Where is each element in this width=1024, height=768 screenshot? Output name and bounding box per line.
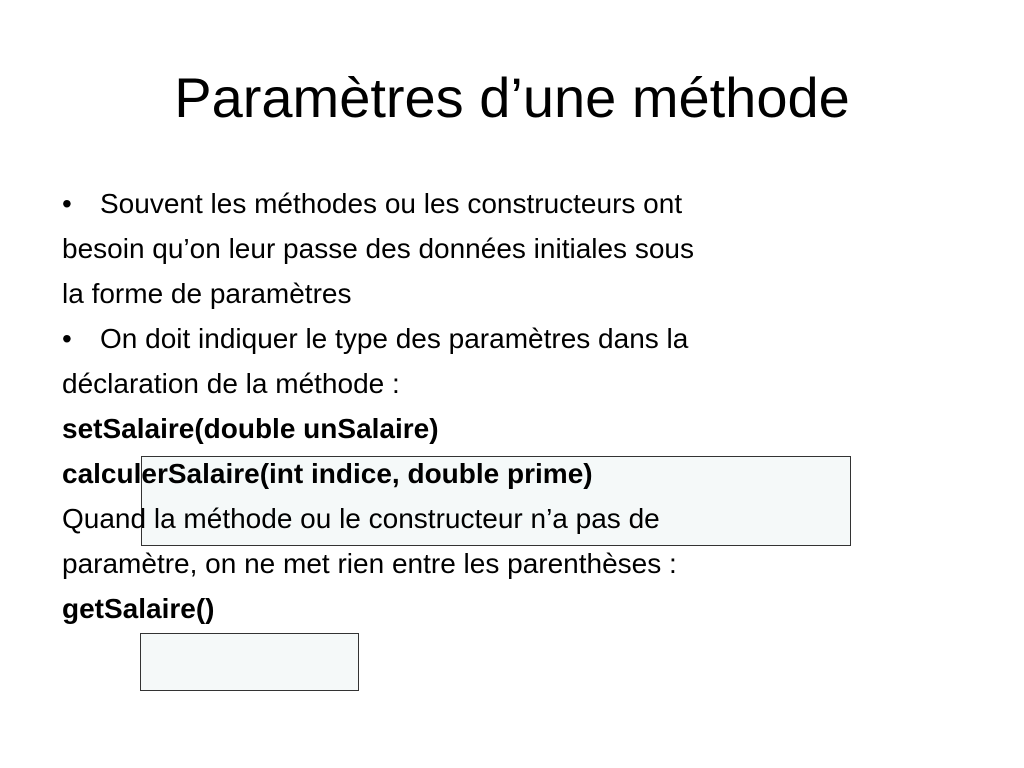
line-text: paramètre, on ne met rien entre les parenthèses : — [62, 548, 677, 579]
code-line — [62, 451, 962, 496]
code-line — [62, 586, 962, 631]
code-text: calculerSalaire(int indice, double prime) — [62, 458, 593, 489]
line-text: déclaration de la méthode : — [62, 368, 400, 399]
slide-title: Paramètres d’une méthode — [174, 66, 850, 129]
body-line — [62, 271, 962, 316]
line-text: Quand la méthode ou le constructeur n’a pas de — [62, 503, 660, 534]
code-text: getSalaire() — [62, 593, 215, 624]
bullet-line — [62, 316, 962, 361]
code-line — [62, 406, 962, 451]
line-text: Souvent les méthodes ou les constructeurs ont — [100, 188, 683, 219]
bullet-icon: • — [62, 323, 72, 354]
body-line — [62, 361, 962, 406]
bullet-line — [62, 181, 962, 226]
code-text: setSalaire(double unSalaire) — [62, 413, 439, 444]
line-text: la forme de paramètres — [62, 278, 352, 309]
line-text: besoin qu’on leur passe des données initiales sous — [62, 233, 694, 264]
body-line — [62, 541, 962, 586]
bullet-icon: • — [62, 188, 72, 219]
line-text: On doit indiquer le type des paramètres dans la — [100, 323, 689, 354]
body-line — [62, 496, 962, 541]
slide-body — [62, 181, 962, 631]
body-line — [62, 226, 962, 271]
highlight-box-bottom — [140, 633, 359, 691]
